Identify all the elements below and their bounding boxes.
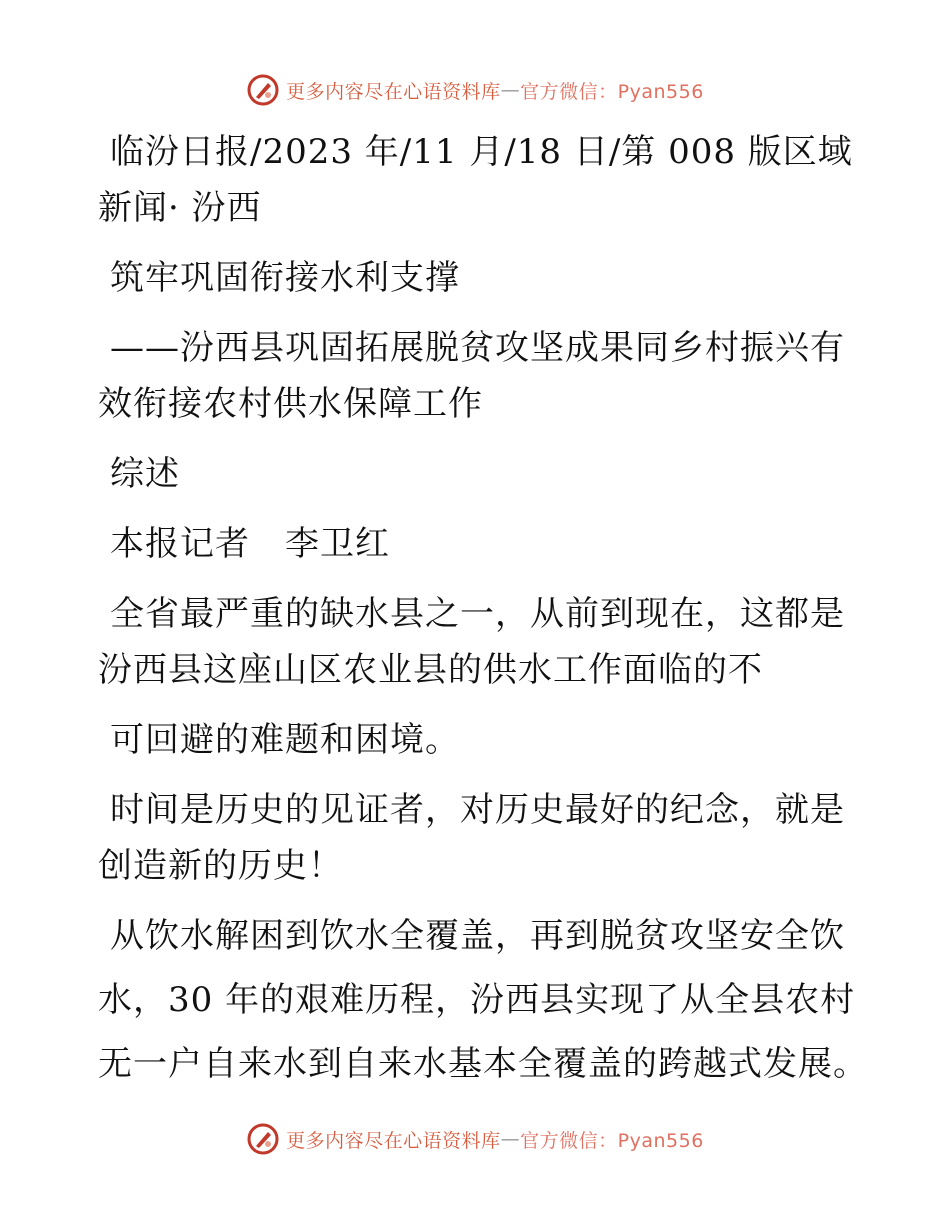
article-byline: 本报记者 李卫红 (110, 524, 390, 564)
pen-nib-circle-icon (246, 73, 280, 107)
paragraph-1-line-1: 全省最严重的缺水县之一，从前到现在，这都是 (110, 594, 845, 634)
paragraph-3-line-1: 时间是历史的见证者，对历史最好的纪念，就是 (110, 790, 845, 830)
pen-nib-circle-icon (246, 1122, 280, 1156)
watermark-separator: — (500, 1128, 521, 1150)
paragraph-3-line-2: 创造新的历史！ (98, 846, 343, 886)
header-watermark (0, 70, 950, 110)
paragraph-2-line-1: 可回避的难题和困境。 (110, 720, 460, 760)
watermark-brand: 更多内容尽在心语资料库 (286, 80, 501, 103)
footer-watermark (0, 1119, 950, 1159)
watermark-separator: — (500, 79, 521, 101)
paragraph-1-line-2: 汾西县这座山区农业县的供水工作面临的不 (98, 650, 763, 690)
paragraph-4-line-3: 无一户自来水到自来水基本全覆盖的跨越式发展。 (98, 1044, 868, 1084)
source-line-1: 临汾日报/2023 年/11 月/18 日/第 008 版区域 (110, 132, 853, 172)
watermark-contact: 官方微信：Pyan556 (520, 80, 704, 103)
subtitle-line-2: 效衔接农村供水保障工作 (98, 384, 483, 424)
article-body (98, 124, 868, 1092)
watermark-contact: 官方微信：Pyan556 (520, 1129, 704, 1152)
paragraph-4-line-1: 从饮水解困到饮水全覆盖，再到脱贫攻坚安全饮 (110, 916, 845, 956)
paragraph-4-line-2: 水，30 年的艰难历程，汾西县实现了从全县农村 (98, 980, 856, 1020)
source-line-2: 新闻· 汾西 (98, 188, 262, 228)
watermark-brand: 更多内容尽在心语资料库 (286, 1129, 501, 1152)
article-genre: 综述 (110, 454, 180, 494)
subtitle-line-1: ——汾西县巩固拓展脱贫攻坚成果同乡村振兴有 (110, 328, 845, 368)
article-title: 筑牢巩固衔接水利支撑 (110, 258, 460, 298)
